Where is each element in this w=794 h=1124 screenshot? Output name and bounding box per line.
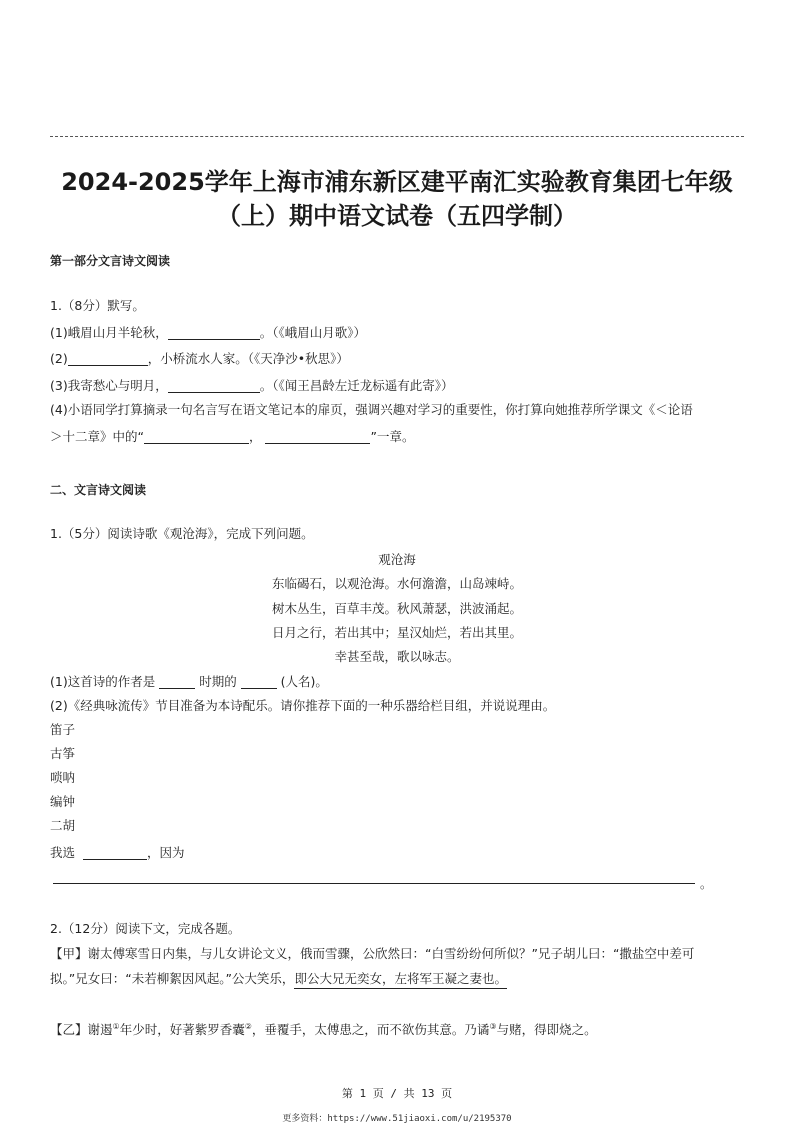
question-2-item-2: (2)《经典咏流传》节目准备为本诗配乐。请你推荐下面的一种乐器给栏目组，并说说理由。 — [50, 698, 556, 713]
text: 。（《峨眉山月歌》） — [259, 325, 366, 340]
question-1-item-3 — [50, 377, 453, 395]
question-3-head: 2.（12分）阅读下文，完成各题。 — [50, 921, 241, 936]
page-title-line2: （上）期中语文试卷（五四学制） — [217, 202, 577, 230]
text: 。（《闻王昌龄左迁龙标遥有此寄》） — [259, 378, 454, 393]
answer-blank[interactable] — [241, 674, 277, 689]
question-2-head: 1.（5分）阅读诗歌《观沧海》，完成下列问题。 — [50, 526, 314, 541]
page-footer: 第 1 页 / 共 13 页 — [341, 1087, 453, 1100]
answer-blank[interactable] — [144, 429, 249, 444]
passage-jia-line2 — [50, 970, 507, 988]
answer-period: 。 — [700, 877, 713, 891]
answer-blank[interactable] — [159, 674, 195, 689]
section-heading-2: 二、文言诗文阅读 — [50, 483, 147, 497]
answer-blank[interactable] — [265, 429, 370, 444]
text: 拟。”兄女曰：“未若柳絮因风起。”公大笑乐， — [50, 971, 295, 986]
question-1-item-4-line2 — [50, 428, 414, 446]
question-1-item-4-line1: (4)小语同学打算摘录一句名言写在语文笔记本的扉页，强调兴趣对学习的重要性，你打算向她推荐所学课文《＜论语 — [50, 402, 693, 417]
dashed-separator — [50, 136, 744, 137]
footnote-mark: ② — [244, 1022, 252, 1031]
underlined-sentence: 即公大兄无奕女，左将军王凝之妻也。 — [294, 971, 507, 989]
text: 时期的 — [199, 674, 237, 689]
text: ＞十二章》中的“ — [50, 429, 144, 444]
text: (人名)。 — [280, 674, 328, 689]
answer-blank[interactable] — [83, 845, 147, 860]
footnote-mark: ③ — [489, 1022, 497, 1031]
text: 年少时，好著紫罗香囊 — [119, 1022, 245, 1038]
section-heading-1: 第一部分文言诗文阅读 — [50, 254, 171, 268]
text: ， — [248, 429, 262, 444]
poem-title: 观沧海 — [378, 552, 416, 567]
question-1-item-1 — [50, 324, 366, 342]
instrument-option: 唢呐 — [50, 770, 76, 785]
text: 我选 — [50, 845, 76, 860]
instrument-option: 古筝 — [50, 746, 76, 761]
text: ”一章。 — [370, 429, 415, 444]
page-title-line1: 2024-2025学年上海市浦东新区建平南汇实验教育集团七年级 — [61, 168, 733, 196]
text: (1)这首诗的作者是 — [50, 674, 156, 689]
question-2-item-1 — [50, 673, 328, 691]
poem-line: 幸甚至哉，歌以咏志。 — [334, 649, 460, 664]
answer-blank[interactable] — [168, 378, 260, 393]
text: ，垂覆手，太傅患之，而不欲伤其意。乃谲 — [251, 1022, 490, 1038]
text: (2) — [50, 351, 68, 366]
question-1-item-2 — [50, 350, 349, 368]
long-answer-line[interactable] — [53, 883, 695, 884]
footnote-mark: ① — [112, 1022, 120, 1031]
text: (3)我寄愁心与明月， — [50, 378, 168, 393]
text: ，因为 — [146, 845, 185, 860]
text: 【乙】谢遏 — [50, 1022, 113, 1038]
question-1-head: 1.（8分）默写。 — [50, 298, 145, 313]
answer-blank[interactable] — [68, 351, 148, 366]
source-url[interactable]: 更多资料：https://www.51jiaoxi.com/u/2195370 — [282, 1114, 512, 1124]
choose-line — [50, 844, 184, 862]
poem-line: 树木丛生，百草丰茂。秋风萧瑟，洪波涌起。 — [271, 601, 522, 616]
instrument-option: 编钟 — [50, 794, 76, 809]
text: (1)峨眉山月半轮秋， — [50, 325, 168, 340]
poem-line: 东临碣石，以观沧海。水何澹澹，山岛竦峙。 — [271, 576, 522, 591]
text: ，小桥流水人家。（《天净沙•秋思》） — [147, 351, 349, 366]
passage-jia-line1: 【甲】谢太傅寒雪日内集，与儿女讲论文义，俄而雪骤，公欣然曰：“白雪纷纷何所似？”兄子胡儿曰：“撒盐空中差可 — [50, 946, 695, 961]
answer-blank[interactable] — [168, 325, 260, 340]
instrument-option: 二胡 — [50, 818, 76, 833]
passage-yi-line1 — [50, 1018, 597, 1039]
poem-line: 日月之行，若出其中；星汉灿烂，若出其里。 — [271, 625, 522, 640]
instrument-option: 笛子 — [50, 722, 76, 737]
text: 与赌，得即烧之。 — [496, 1022, 597, 1038]
